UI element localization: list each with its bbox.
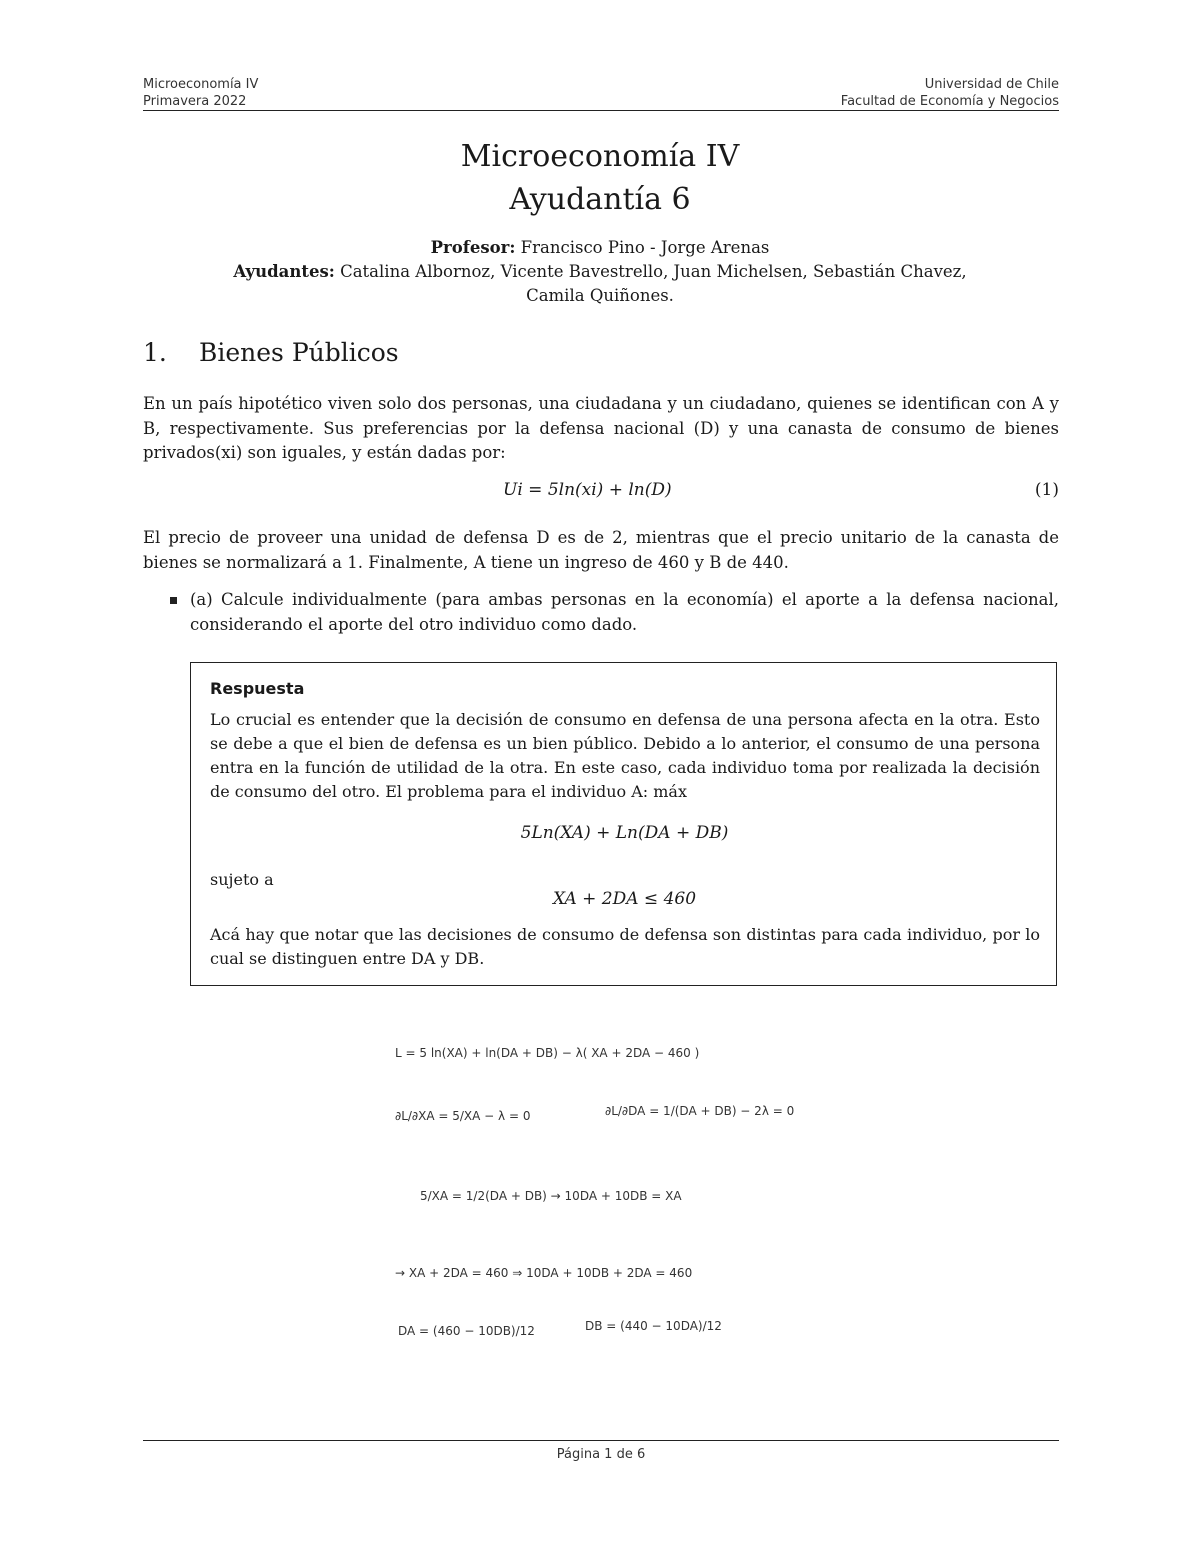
document-title — [0, 135, 1200, 221]
title-assignment: Ayudantía 6 — [509, 182, 691, 217]
assistants-line-2: Camila Quiñones. — [526, 286, 674, 305]
handwritten-notes — [380, 1025, 810, 1380]
objective-equation: 5Ln(XA) + Ln(DA + DB) — [520, 823, 729, 843]
header-faculty: Facultad de Economía y Negocios — [840, 94, 1059, 109]
professor-names: Francisco Pino - Jorge Arenas — [520, 238, 770, 257]
running-header — [143, 76, 1059, 111]
header-left — [143, 76, 258, 110]
prices-paragraph: El precio de proveer una unidad de defensa D es de 2, mientras que el precio unitario de la canasta de bienes se normalizará a 1. Finalmente, A tiene un ingreso de 460 y B de 440. — [143, 528, 1059, 572]
hw-substitution: → XA + 2DA = 460 ⇒ 10DA + 10DB + 2DA = 460 — [395, 1266, 693, 1280]
equation-number: (1) — [1034, 480, 1059, 500]
title-course: Microeconomía IV — [460, 139, 740, 174]
header-course: Microeconomía IV — [143, 77, 259, 92]
answer-box — [190, 662, 1057, 986]
bullet-square-icon — [170, 597, 177, 604]
hw-derivative-x: ∂L/∂XA = 5/XA − λ = 0 — [395, 1109, 531, 1123]
hw-ratio: 5/XA = 1/2(DA + DB) → 10DA + 10DB = XA — [420, 1189, 682, 1203]
professor-label: Profesor: — [430, 238, 516, 257]
section-number: 1. — [143, 338, 167, 367]
hw-lagrangian: L = 5 ln(XA) + ln(DA + DB) − λ( XA + 2DA − 460 ) — [395, 1046, 700, 1060]
hw-da-solution: DA = (460 − 10DB)/12 — [398, 1324, 535, 1338]
assistants-line — [0, 260, 1200, 284]
question-a-text: (a) Calcule individualmente (para ambas personas en la economía) el aporte a la defensa nacional, considerando el aporte del otro individuo como dado. — [190, 590, 1059, 634]
subject-to-label: sujeto a — [210, 870, 274, 889]
answer-paragraph-1: Lo crucial es entender que la decisión de consumo en defensa de una persona afecta en la otra. Esto se debe a que el bien de defensa es un bien público. Debido a lo anterior, el consumo de una persona entra en la función de utilidad de la otra. En este caso, cada individuo toma por realizada la decisión de consumo del otro. El problema para el individuo A: máx — [210, 710, 1040, 801]
page-footer: Página 1 de 6 — [143, 1440, 1059, 1462]
intro-paragraph: En un país hipotético viven solo dos personas, una ciudadana y un ciudadano, quienes se identifican con A y B, respectivamente. Sus preferencias por la defensa nacional (D) y una canasta de consumo de bienes privados(xi) son iguales, y están dadas por: — [143, 394, 1059, 462]
professor-line — [0, 236, 1200, 260]
header-term: Primavera 2022 — [143, 94, 247, 109]
header-right — [841, 76, 1059, 110]
assistants-names: Catalina Albornoz, Vicente Bavestrello, Juan Michelsen, Sebastián Chavez, — [340, 262, 967, 281]
hw-db-solution: DB = (440 − 10DA)/12 — [585, 1319, 722, 1333]
utility-equation: Ui = 5ln(xi) + ln(D) — [503, 480, 672, 500]
constraint-equation: XA + 2DA ≤ 460 — [552, 889, 697, 909]
answer-heading: Respuesta — [210, 679, 305, 698]
section-title: Bienes Públicos — [199, 338, 399, 367]
answer-paragraph-2: Acá hay que notar que las decisiones de consumo de defensa son distintas para cada individuo, por lo cual se distinguen entre DA y DB. — [210, 925, 1040, 968]
staff-block — [0, 236, 1200, 308]
header-university: Universidad de Chile — [924, 77, 1059, 92]
hw-derivative-d: ∂L/∂DA = 1/(DA + DB) − 2λ = 0 — [605, 1104, 795, 1118]
question-a — [170, 588, 1059, 637]
assistants-label: Ayudantes: — [233, 262, 335, 281]
section-heading — [143, 338, 399, 367]
